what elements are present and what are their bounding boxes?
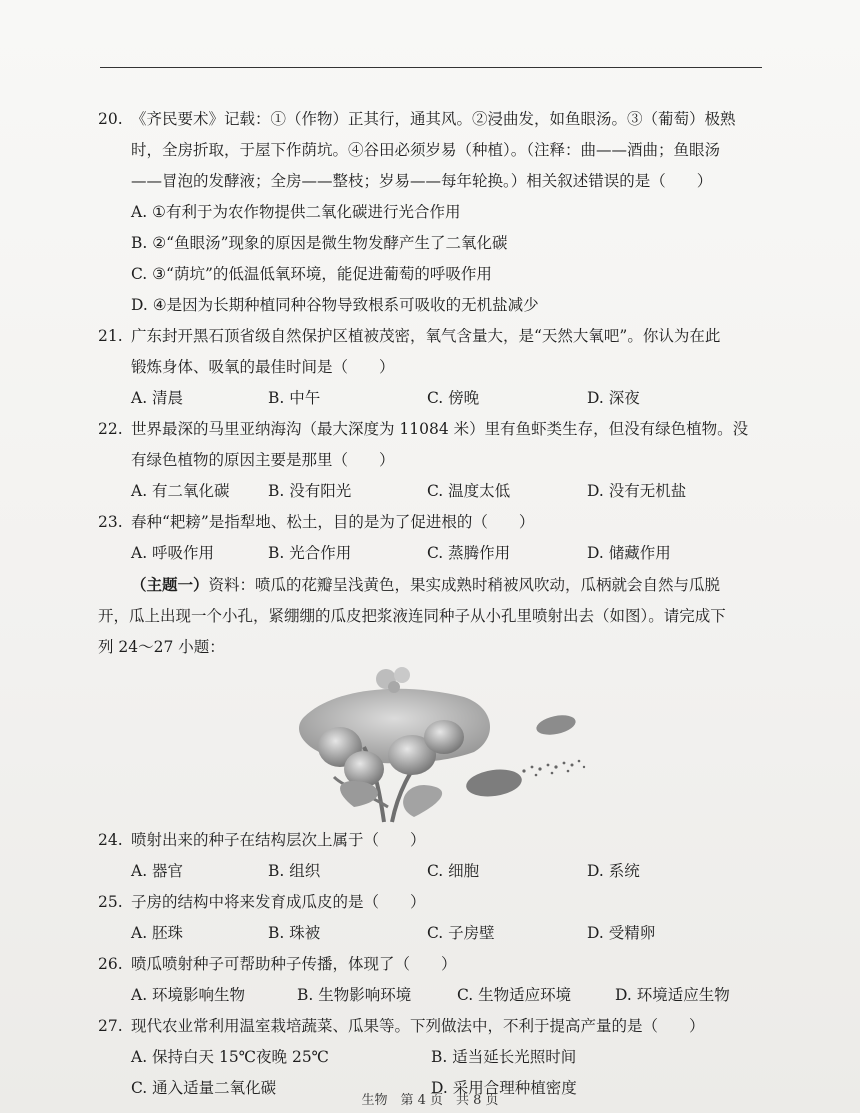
option-a: A. 呼吸作用: [131, 544, 215, 562]
option-d: D. 环境适应生物: [615, 986, 730, 1004]
question-text-line: 有绿色植物的原因主要是那里（ ）: [131, 451, 395, 469]
option-a: A. 器官: [131, 862, 184, 880]
option-d: D. 采用合理种植密度: [431, 1079, 577, 1097]
option-c: C. 蒸腾作用: [427, 544, 511, 562]
squirting-cucumber-figure: [98, 667, 770, 823]
option-a: A. ①有利于为农作物提供二氧化碳进行光合作用: [131, 203, 461, 221]
theme-text-line: 资料：喷瓜的花瓣呈浅黄色，果实成熟时稍被风吹动，瓜柄就会自然与瓜脱: [208, 576, 721, 594]
option-d: D. 受精卵: [587, 924, 656, 942]
question-24: [98, 825, 770, 887]
option-d: D. 储藏作用: [587, 544, 671, 562]
options-row: [98, 476, 770, 507]
theme-passage: [98, 569, 770, 663]
question-22: [98, 414, 770, 507]
question-text-line: 广东封开黑石顶省级自然保护区植被茂密，氧气含量大，是“天然大氧吧”。你认为在此: [131, 327, 721, 345]
squirting-cucumber-illustration: [294, 667, 594, 823]
question-number: 20.: [98, 110, 123, 128]
question-23: [98, 507, 770, 569]
option-c: C. 生物适应环境: [457, 986, 572, 1004]
question-text-line: 子房的结构中将来发育成瓜皮的是（ ）: [131, 893, 426, 911]
option-a: A. 环境影响生物: [131, 986, 246, 1004]
theme-title: （主题一）: [131, 575, 209, 594]
options-row: [98, 383, 770, 414]
options-row: [98, 856, 770, 887]
question-number: 25.: [98, 893, 123, 911]
question-25: [98, 887, 770, 949]
option-b: B. 组织: [268, 862, 321, 880]
seed-spray: [522, 760, 585, 777]
option-c: C. 温度太低: [427, 482, 511, 500]
question-26: [98, 949, 770, 1011]
question-21: [98, 321, 770, 414]
question-text-line: 喷射出来的种子在结构层次上属于（ ）: [131, 831, 426, 849]
question-text-line: 现代农业常利用温室栽培蔬菜、瓜果等。下列做法中，不利于提高产量的是（ ）: [131, 1017, 705, 1035]
question-text-line: 春种“耙耪”是指犁地、松土，目的是为了促进根的（ ）: [131, 513, 535, 531]
option-a: A. 保持白天 15℃夜晚 25℃: [131, 1048, 330, 1066]
question-text-line: 时，全房折取，于屋下作荫坑。④谷田必须岁易（种植）。（注释：曲——酒曲；鱼眼汤: [131, 141, 721, 159]
question-number: 23.: [98, 513, 123, 531]
option-a: A. 清晨: [131, 389, 184, 407]
option-c: C. 细胞: [427, 862, 480, 880]
detached-fruit-shape: [535, 712, 578, 738]
options-row: [98, 918, 770, 949]
option-a: A. 胚珠: [131, 924, 184, 942]
option-c: C. ③“荫坑”的低温低氧环境，能促进葡萄的呼吸作用: [131, 265, 492, 283]
question-number: 24.: [98, 831, 123, 849]
option-a: A. 有二氧化碳: [131, 482, 230, 500]
option-d: D. 系统: [587, 862, 640, 880]
question-number: 27.: [98, 1017, 123, 1035]
option-b: B. 生物影响环境: [297, 986, 412, 1004]
theme-text-line: 列 24～27 小题：: [98, 638, 225, 656]
question-number: 22.: [98, 420, 123, 438]
question-text-line: 锻炼身体、吸氧的最佳时间是（ ）: [131, 358, 395, 376]
header-rule: [100, 67, 762, 68]
options-row: [98, 980, 770, 1011]
question-content: [98, 104, 770, 1104]
page-footer: 生物 第 4 页 共 8 页: [361, 1093, 499, 1108]
option-c: C. 子房壁: [427, 924, 495, 942]
options-row: [98, 538, 770, 569]
option-b: B. ②“鱼眼汤”现象的原因是微生物发酵产生了二氧化碳: [131, 234, 508, 252]
question-text-line: 喷瓜喷射种子可帮助种子传播，体现了（ ）: [131, 955, 457, 973]
question-number: 21.: [98, 327, 123, 345]
option-d: D. 深夜: [587, 389, 640, 407]
option-b: B. 没有阳光: [268, 482, 352, 500]
option-b: B. 珠被: [268, 924, 321, 942]
option-d: D. 没有无机盐: [587, 482, 687, 500]
question-text-line: ——冒泡的发酵液；全房——整枝；岁易——每年轮换。）相关叙述错误的是（ ）: [131, 172, 713, 190]
question-number: 26.: [98, 955, 123, 973]
theme-text-line: 开，瓜上出现一个小孔，紧绷绷的瓜皮把浆液连同种子从小孔里喷射出去（如图）。请完成下: [98, 607, 726, 625]
option-c: C. 傍晚: [427, 389, 480, 407]
option-b: B. 适当延长光照时间: [431, 1048, 577, 1066]
question-20: [98, 104, 770, 321]
option-b: B. 中午: [268, 389, 321, 407]
option-d: D. ④是因为长期种植同种谷物导致根系可吸收的无机盐减少: [131, 296, 539, 314]
option-b: B. 光合作用: [268, 544, 352, 562]
question-text-line: 《齐民要术》记载：①（作物）正其行，通其风。②浸曲发，如鱼眼汤。③（葡萄）极熟: [131, 110, 736, 128]
question-text-line: 世界最深的马里亚纳海沟（最大深度为 11084 米）里有鱼虾类生存，但没有绿色植物。没: [131, 420, 749, 438]
option-c: C. 通入适量二氧化碳: [131, 1079, 277, 1097]
